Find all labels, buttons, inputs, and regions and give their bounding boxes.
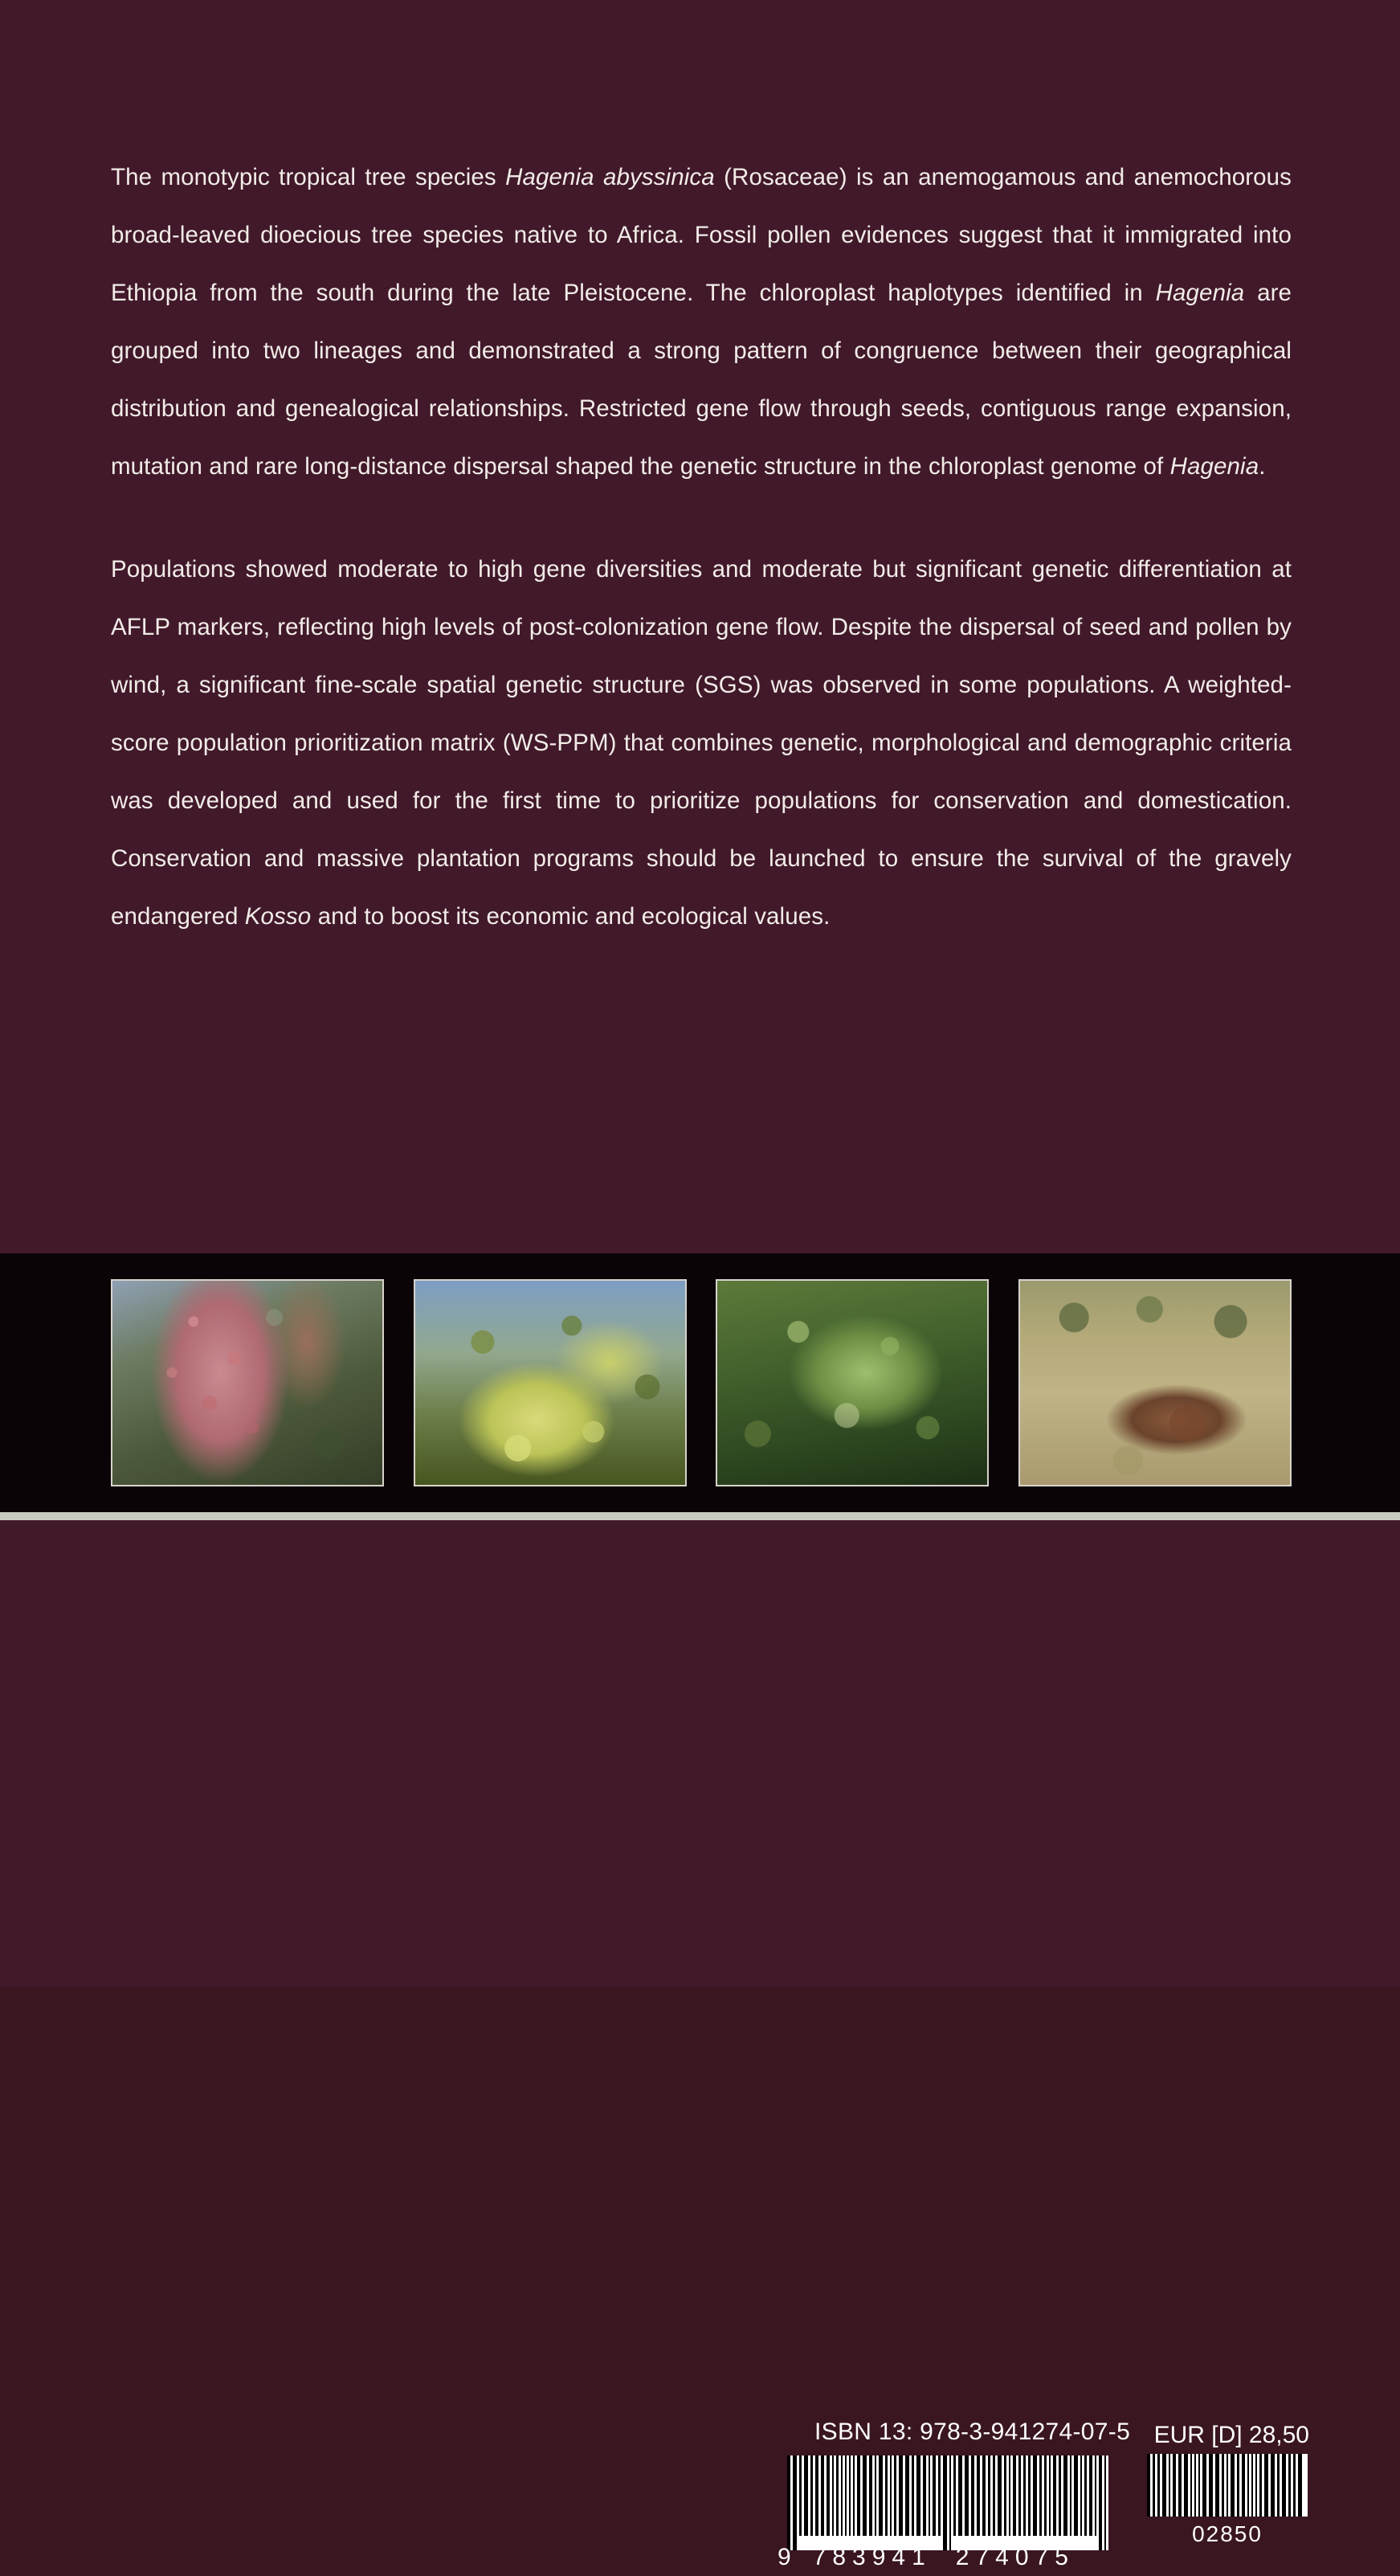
barcode-bar (885, 2455, 888, 2536)
abstract-p2-seg2: and to boost its economic and ecological values. (311, 903, 831, 930)
barcode-bar (1237, 2454, 1239, 2517)
barcode-bar (943, 2455, 947, 2550)
barcode-bar (1293, 2454, 1296, 2517)
barcode-bar (1028, 2455, 1031, 2536)
barcode-bar (1215, 2454, 1219, 2517)
barcode-bar (1153, 2454, 1155, 2517)
barcode-bar (810, 2455, 813, 2536)
barcode-bar (1227, 2454, 1228, 2517)
barcode-bar (1264, 2454, 1268, 2517)
barcode-bar (1044, 2455, 1047, 2536)
barcode-bar (1099, 2455, 1102, 2550)
barcode-bar (929, 2455, 930, 2536)
barcode-bar (890, 2455, 892, 2536)
barcode-bar (804, 2455, 808, 2536)
barcode-bar (845, 2455, 847, 2536)
price-label: EUR [D] 28,50 (1153, 2422, 1309, 2448)
ean13-lead-digit: 9 (778, 2544, 792, 2570)
abstract-p1-seg2: (Rosaceae) is an anemogamous and anemochorous broad-leaved dioecious tree species native to Africa. Fossil pollen evidences suggest that it immigrated into Ethiopia from the south during the late Pleistocene. The chloroplast haplotypes identified in (111, 164, 1292, 306)
barcode-bar (1184, 2454, 1188, 2517)
barcode-bar (1157, 2454, 1160, 2517)
barcode-bar (993, 2455, 995, 2536)
photo-detail-layer (717, 1281, 987, 1485)
isbn-label: ISBN 13: 978-3-941274-07-5 (814, 2419, 1131, 2445)
horizontal-divider (0, 1512, 1400, 1520)
barcode-bar (1231, 2454, 1235, 2517)
barcode-bar (1063, 2455, 1067, 2536)
barcode-bar (827, 2455, 830, 2536)
barcode-bar (958, 2455, 962, 2536)
barcode-bar (1162, 2454, 1166, 2517)
barcode-bar (1080, 2455, 1082, 2536)
barcode-bar (875, 2455, 876, 2536)
barcode-bar (905, 2455, 909, 2536)
ean13-barcode (787, 2455, 1108, 2550)
barcode-bar (1004, 2455, 1006, 2536)
barcode-bar (1039, 2455, 1043, 2536)
ean13-digits (778, 2544, 1123, 2571)
photo-detail-layer (415, 1281, 685, 1485)
barcode-bar (787, 2455, 790, 2550)
hagenia-yellow-flowers-photo (414, 1279, 687, 1486)
barcode-bar (998, 2455, 1002, 2536)
barcode-bar (1070, 2455, 1071, 2536)
barcode-bar (1255, 2454, 1257, 2517)
barcode-bar (1023, 2455, 1026, 2536)
genus-name-hagenia-2: Hagenia (1169, 453, 1259, 480)
hagenia-red-inflorescence-photo (111, 1279, 384, 1486)
barcode-bar (1013, 2455, 1016, 2536)
barcode-bar (1173, 2454, 1176, 2517)
barcode-bar (949, 2455, 951, 2550)
local-name-kosso: Kosso (244, 903, 312, 930)
barcode-bar (1194, 2454, 1196, 2517)
barcode-bar (1251, 2454, 1253, 2517)
barcode-bar (912, 2455, 914, 2536)
barcode-bar (1009, 2455, 1010, 2536)
barcode-bar (953, 2455, 956, 2536)
barcode-bar (965, 2455, 969, 2536)
barcode-bar (836, 2455, 839, 2536)
abstract-paragraph-1 (111, 149, 1292, 496)
barcode-bar (857, 2455, 860, 2536)
species-name-hagenia-abyssinica: Hagenia abyssinica (505, 164, 715, 190)
abstract-text (111, 149, 1292, 946)
barcode-bar (1209, 2454, 1213, 2517)
barcode-bar (1049, 2455, 1051, 2536)
hagenia-seedling-photo (716, 1279, 989, 1486)
photo-detail-layer (1020, 1281, 1290, 1485)
barcode-bar (1277, 2454, 1280, 2517)
ean13-right-group: 274075 (955, 2544, 1075, 2570)
barcode-bar (1147, 2454, 1150, 2517)
barcode-bar (1059, 2455, 1061, 2536)
barcode-bar (853, 2455, 855, 2536)
barcode-bar (1247, 2454, 1249, 2517)
photo-strip (111, 1279, 1292, 1486)
barcode-bar (982, 2455, 986, 2536)
barcode-bar (1190, 2454, 1192, 2517)
barcode-bar (1178, 2454, 1182, 2517)
barcode-bar (799, 2455, 802, 2536)
barcode-bar (1271, 2454, 1275, 2517)
bottom-section (0, 1520, 1400, 2570)
price-addon-digits: 02850 (1192, 2521, 1263, 2546)
barcode-bar (916, 2455, 920, 2536)
barcode-bar (1282, 2454, 1286, 2517)
abstract-p1-seg1: The monotypic tropical tree species (111, 164, 506, 190)
abstract-p1-seg3: are grouped into two lineages and demonstrated a strong pattern of congruence between their geographical distribution and genealogical relationships. Restricted gene flow through seeds, contiguous range expansion, mutation and rare long-distance dispersal shaped the genetic structure in the chloroplast genome of (111, 280, 1292, 480)
barcode-bar (1033, 2455, 1037, 2536)
barcode-bar (879, 2455, 883, 2536)
barcode-bar (1259, 2454, 1262, 2517)
barcode-bar (1084, 2455, 1087, 2536)
barcode-bar (894, 2455, 896, 2536)
barcode-bar (1242, 2454, 1245, 2517)
barcode-bar (869, 2455, 872, 2536)
barcode-bar (1198, 2454, 1200, 2517)
abstract-paragraph-2 (111, 541, 1292, 946)
barcode-bar (1018, 2455, 1021, 2536)
barcode-bar (988, 2455, 990, 2536)
barcode-bar (1288, 2454, 1291, 2517)
barcode-bar (1169, 2454, 1170, 2517)
isbn-block (778, 2419, 1317, 2576)
photo-band (0, 1253, 1400, 1512)
barcode-bar (793, 2455, 797, 2550)
barcode-bar (1053, 2455, 1056, 2536)
abstract-p1-seg4: . (1259, 453, 1266, 480)
abstract-p2-seg1: Populations showed moderate to high gene diversities and moderate but significant genetic differentiation at AFLP markers, reflecting high levels of post-colonization gene flow. Despite the dispersal of seed and pollen by wind, a significant fine-scale spatial genetic structure (SGS) was observed in some populations. A weighted-score population prioritization matrix (WS-PPM) that combines genetic, morphological and demographic criteria was developed and used for the first time to prioritize populations for conservation and domestication. Conservation and massive plantation programs should be launched to ensure the survival of the gravely endangered (111, 556, 1292, 930)
barcode-bar (1104, 2455, 1106, 2550)
barcode-bar (815, 2455, 818, 2536)
barcode-bar (1089, 2455, 1092, 2536)
barcode-bar (1074, 2455, 1078, 2536)
barcode-bar (832, 2455, 835, 2536)
barcode-bar (849, 2455, 851, 2536)
hagenia-cut-stump-photo (1018, 1279, 1292, 1486)
barcode-bar (841, 2455, 843, 2536)
barcode-bar (923, 2455, 926, 2536)
barcode-bar (933, 2455, 936, 2536)
barcode-bar (1202, 2454, 1206, 2517)
barcode-bar (1298, 2454, 1302, 2517)
barcode-bar (821, 2455, 824, 2536)
genus-name-hagenia-1: Hagenia (1155, 280, 1245, 306)
barcode-bar (971, 2455, 974, 2536)
barcode-bar (1222, 2454, 1224, 2517)
price-addon-block (1133, 2422, 1309, 2547)
barcode-bar (863, 2455, 867, 2536)
ean13-left-group: 783941 (812, 2544, 932, 2570)
photo-detail-layer (112, 1281, 382, 1485)
barcode-bar (899, 2455, 903, 2536)
price-addon-barcode (1147, 2454, 1308, 2517)
barcode-bar (1095, 2455, 1096, 2536)
barcode-bar (977, 2455, 980, 2536)
barcode-bar (938, 2455, 941, 2536)
